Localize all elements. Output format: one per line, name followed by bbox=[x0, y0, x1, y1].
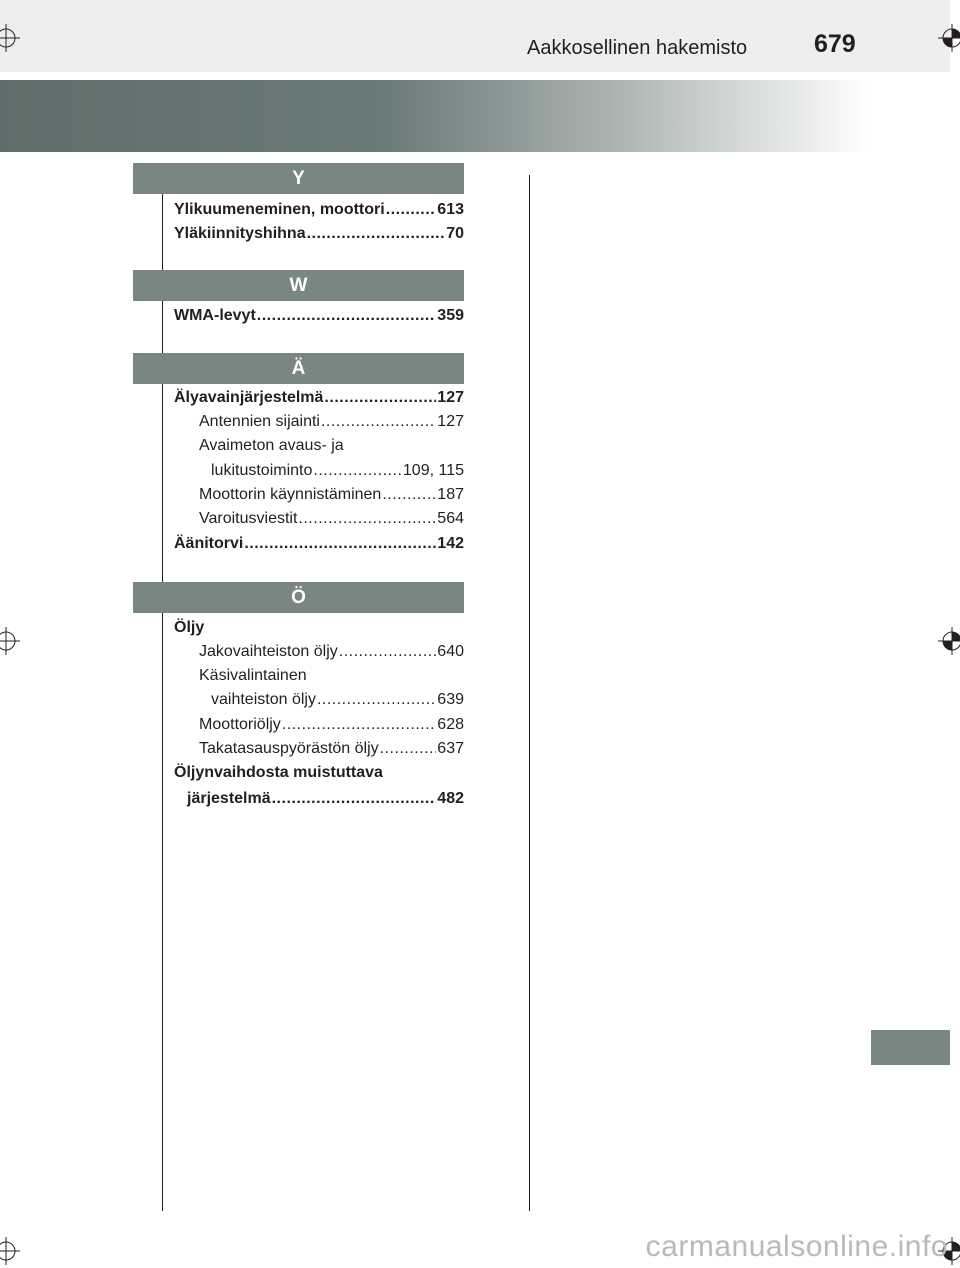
index-subentry bbox=[199, 643, 464, 661]
section-header-o-umlaut: Ö bbox=[133, 582, 464, 613]
entry-page: 564 bbox=[437, 510, 464, 527]
entry-label: Varoitusviestit bbox=[199, 510, 298, 527]
entry-label: Käsivalintainen bbox=[199, 667, 307, 684]
index-subentry bbox=[199, 486, 464, 504]
registration-mark-icon bbox=[0, 627, 20, 655]
entry-page: 640 bbox=[437, 643, 464, 660]
index-entry bbox=[174, 201, 464, 219]
entry-page: 187 bbox=[437, 486, 464, 503]
entry-label: lukitustoiminto bbox=[211, 462, 313, 479]
index-subentry bbox=[199, 437, 464, 455]
watermark: carmanualsonline.info bbox=[645, 1230, 948, 1263]
entry-label: Äänitorvi bbox=[174, 535, 244, 552]
entry-label: Yläkiinnityshihna bbox=[174, 225, 306, 242]
index-entry bbox=[174, 619, 464, 637]
header-title: Aakkosellinen hakemisto bbox=[527, 37, 748, 59]
index-subentry bbox=[199, 740, 464, 758]
page-number: 679 bbox=[814, 30, 856, 58]
entry-label: Avaimeton avaus- ja bbox=[199, 437, 344, 454]
index-entry bbox=[174, 307, 464, 325]
registration-mark-icon bbox=[0, 24, 20, 52]
entry-label: Takatasauspyörästön öljy bbox=[199, 740, 379, 757]
index-subentry bbox=[199, 510, 464, 528]
entry-page: 127 bbox=[437, 389, 464, 406]
index-subentry bbox=[199, 667, 464, 685]
header-band bbox=[0, 0, 950, 72]
entry-page: 639 bbox=[437, 691, 464, 708]
index-subentry-continuation bbox=[211, 691, 464, 709]
index-entry bbox=[174, 225, 464, 243]
index-subentry bbox=[199, 413, 464, 431]
entry-label: Moottoriöljy bbox=[199, 716, 281, 733]
entry-label: Moottorin käynnistäminen bbox=[199, 486, 382, 503]
entry-label: WMA-levyt bbox=[174, 307, 256, 324]
entry-label: Öljy bbox=[174, 619, 205, 636]
index-entry bbox=[174, 535, 464, 553]
entry-page: 70 bbox=[446, 225, 464, 242]
entry-label: Jakovaihteiston öljy bbox=[199, 643, 338, 660]
index-entry-continuation bbox=[187, 790, 464, 808]
entry-label: Antennien sijainti bbox=[199, 413, 320, 430]
entry-label: Ylikuumeneminen, moottori bbox=[174, 201, 385, 218]
entry-page: 637 bbox=[437, 740, 464, 757]
entry-page: 109, 115 bbox=[402, 462, 464, 479]
section-header-w: W bbox=[133, 270, 464, 301]
entry-label: järjestelmä bbox=[187, 790, 271, 807]
registration-mark-icon bbox=[938, 627, 960, 655]
decorative-gradient-band bbox=[0, 80, 870, 152]
right-column-rule bbox=[529, 175, 530, 1211]
section-header-a-umlaut: Ä bbox=[133, 353, 464, 384]
entry-page: 613 bbox=[437, 201, 464, 218]
entry-label: Älyavainjärjestelmä bbox=[174, 389, 324, 406]
entry-label: Öljynvaihdosta muistuttava bbox=[174, 764, 383, 781]
entry-page: 127 bbox=[437, 413, 464, 430]
index-subentry-continuation bbox=[211, 462, 464, 480]
index-entry bbox=[174, 389, 464, 407]
entry-page: 628 bbox=[437, 716, 464, 733]
entry-label: vaihteiston öljy bbox=[211, 691, 316, 708]
left-column-rule bbox=[162, 175, 163, 1211]
index-subentry bbox=[199, 716, 464, 734]
entry-page: 359 bbox=[437, 307, 464, 324]
entry-page: 142 bbox=[437, 535, 464, 552]
registration-mark-icon bbox=[938, 24, 960, 52]
entry-page: 482 bbox=[437, 790, 464, 807]
index-entry bbox=[174, 764, 464, 782]
section-header-y: Y bbox=[133, 163, 464, 194]
chapter-thumb-tab bbox=[871, 1030, 950, 1065]
registration-mark-icon bbox=[0, 1237, 20, 1265]
